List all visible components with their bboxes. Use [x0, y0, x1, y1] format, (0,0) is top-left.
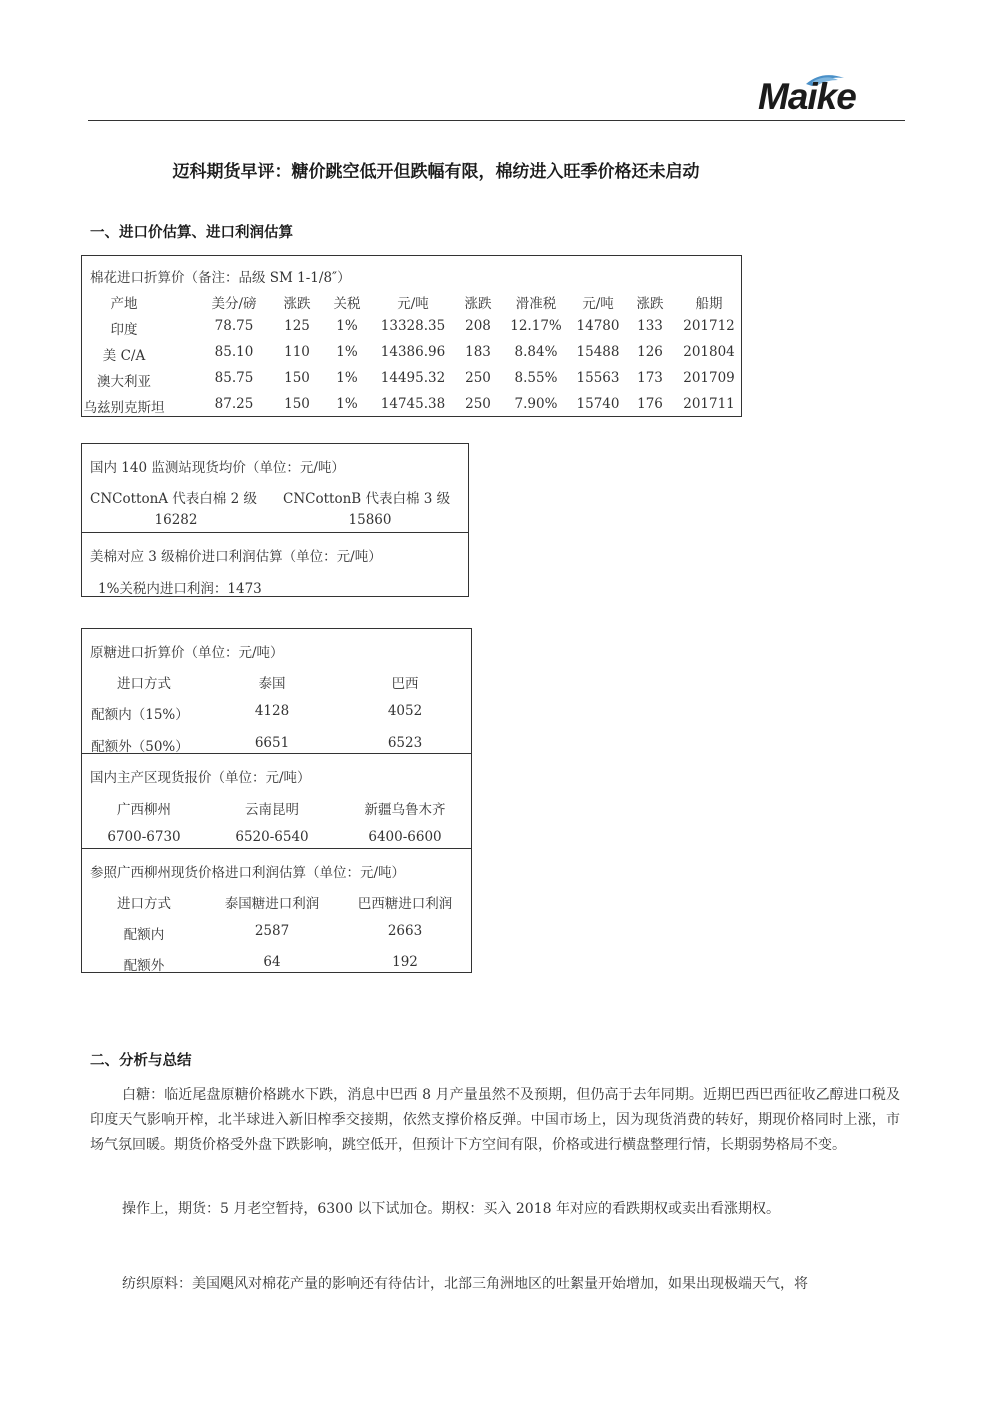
cotton-import-cell: 125 [284, 318, 310, 334]
sugar-import-header: 巴西 [391, 676, 419, 692]
sugar-spot-value: 6700-6730 [107, 829, 181, 845]
cotton-import-header: 涨跌 [636, 296, 664, 312]
cotton-import-cell: 126 [637, 344, 663, 360]
cotton-import-cell: 15488 [576, 344, 620, 360]
cotton-import-header: 船期 [695, 296, 723, 312]
cncotton-a-value: 16282 [154, 512, 198, 528]
cotton-import-cell: 201711 [683, 396, 735, 412]
sugar-import-cell: 6523 [387, 735, 423, 751]
cotton-import-cell: 14745.38 [380, 396, 446, 412]
sugar-import-cell: 配额外（50%） [91, 739, 189, 755]
cotton-import-cell: 150 [284, 370, 310, 386]
cotton-origin-cell: 印度 [110, 322, 138, 338]
sugar-import-header: 进口方式 [117, 676, 171, 692]
cotton-import-header: 美分/磅 [211, 296, 257, 312]
analysis-sugar-paragraph: 白糖：临近尾盘原糖价格跳水下跌，消息中巴西 8 月产量虽然不及预期，但仍高于去年同期。近期巴西巴西征收乙醇进口税及印度天气影响开榨，北半球进入新旧榨季交接期，依然支撑价格反弹。中国市场上，因为现货消费的转好，期现价格同时上涨，市场气氛回暖。期货价格受外盘下跌影响，跳空低开，但预计下方空间有限，价格或进行横盘整理行情，长期弱势格局不变。 [90, 1087, 900, 1153]
sugar-box [81, 628, 472, 973]
cotton-import-cell: 1% [336, 370, 358, 386]
cotton-import-header: 产地 [110, 296, 138, 312]
sugar-profit-cell: 配额外 [123, 958, 165, 974]
cotton-import-cell: 201712 [683, 318, 735, 334]
cotton-import-cell: 1% [336, 318, 358, 334]
cotton-import-cell: 201709 [683, 370, 735, 386]
divider [82, 753, 471, 754]
sugar-spot-header: 新疆乌鲁木齐 [364, 802, 446, 818]
sugar-profit-cell: 192 [392, 954, 418, 970]
sugar-profit-caption: 参照广西柳州现货价格进口利润估算（单位：元/吨） [90, 865, 406, 881]
cotton-import-cell: 15740 [576, 396, 620, 412]
cotton-import-cell: 250 [465, 396, 491, 412]
cotton-import-cell: 150 [284, 396, 310, 412]
cotton-import-cell: 13328.35 [380, 318, 446, 334]
cotton-import-header: 涨跌 [283, 296, 311, 312]
cotton-import-cell: 183 [465, 344, 491, 360]
sugar-profit-header: 泰国糖进口利润 [224, 896, 320, 912]
sugar-profit-cell: 64 [263, 954, 281, 970]
cotton-import-cell: 14780 [576, 318, 620, 334]
cotton-import-header: 关税 [333, 296, 361, 312]
sugar-profit-header: 巴西糖进口利润 [357, 896, 453, 912]
cotton-import-cell: 85.10 [214, 344, 254, 360]
cotton-import-cell: 110 [284, 344, 310, 360]
cotton-import-cell: 8.84% [514, 344, 558, 360]
divider [82, 848, 471, 849]
cotton-import-cell: 1% [336, 396, 358, 412]
cotton-import-header: 滑准税 [515, 296, 557, 312]
logo-text: Maike [758, 76, 856, 117]
cotton-import-cell: 250 [465, 370, 491, 386]
sugar-import-cell: 6651 [254, 735, 290, 751]
cotton-import-cell: 208 [465, 318, 491, 334]
cotton-origin-cell: 美 C/A [102, 348, 146, 364]
sugar-profit-cell: 配额内 [123, 927, 165, 943]
maike-logo [752, 72, 892, 120]
sugar-spot-caption: 国内主产区现货报价（单位：元/吨） [90, 770, 311, 786]
cotton-import-cell: 133 [637, 318, 663, 334]
header-rule [88, 120, 905, 121]
sugar-import-caption: 原糖进口折算价（单位：元/吨） [90, 645, 284, 661]
cotton-import-cell: 8.55% [514, 370, 558, 386]
sugar-import-cell: 4052 [387, 703, 423, 719]
cotton-profit-caption: 美棉对应 3 级棉价进口利润估算（单位：元/吨） [90, 549, 382, 565]
cotton-import-cell: 173 [637, 370, 663, 386]
cncotton-b-value: 15860 [348, 512, 392, 528]
section-1-heading: 一、进口价估算、进口利润估算 [90, 225, 293, 241]
cotton-import-cell: 78.75 [214, 318, 254, 334]
cotton-origin-cell: 乌兹别克斯坦 [83, 400, 165, 416]
cotton-import-cell: 14495.32 [380, 370, 446, 386]
cotton-import-cell: 12.17% [510, 318, 562, 334]
sugar-profit-cell: 2587 [254, 923, 290, 939]
sugar-operation-paragraph: 操作上，期货：5 月老空暂持，6300 以下试加仓。期权：买入 2018 年对应的看跌期权或卖出看涨期权。 [122, 1201, 780, 1217]
cotton-profit-text: 1%关税内进口利润：1473 [98, 581, 262, 597]
divider [82, 532, 468, 533]
section-2-heading: 二、分析与总结 [90, 1053, 192, 1069]
cotton-domestic-caption: 国内 140 监测站现货均价（单位：元/吨） [90, 460, 345, 476]
page-title: 迈科期货早评：糖价跳空低开但跌幅有限，棉纺进入旺季价格还未启动 [172, 162, 700, 182]
cotton-import-cell: 1% [336, 344, 358, 360]
sugar-profit-cell: 2663 [387, 923, 423, 939]
cotton-import-table [81, 255, 742, 417]
cotton-domestic-box [81, 443, 469, 597]
sugar-import-header: 泰国 [258, 676, 286, 692]
cotton-origin-cell: 澳大利亚 [97, 374, 151, 390]
cotton-import-cell: 87.25 [214, 396, 254, 412]
cotton-import-cell: 176 [637, 396, 663, 412]
cotton-import-caption: 棉花进口折算价（备注：品级 SM 1-1/8″） [90, 270, 351, 286]
sugar-profit-header: 进口方式 [117, 896, 171, 912]
sugar-import-cell: 4128 [254, 703, 290, 719]
cotton-import-header: 元/吨 [582, 296, 614, 312]
cotton-import-cell: 85.75 [214, 370, 254, 386]
cotton-import-cell: 7.90% [514, 396, 558, 412]
cotton-import-cell: 15563 [576, 370, 620, 386]
textile-paragraph: 纺织原料：美国飓风对棉花产量的影响还有待估计，北部三角洲地区的吐絮量开始增加，如果出现极端天气，将 [122, 1276, 808, 1292]
cotton-import-cell: 14386.96 [380, 344, 446, 360]
cotton-import-header: 元/吨 [397, 296, 429, 312]
sugar-spot-value: 6520-6540 [235, 829, 309, 845]
cotton-import-header: 涨跌 [464, 296, 492, 312]
sugar-spot-header: 云南昆明 [245, 802, 299, 818]
cncotton-b-label: CNCottonB 代表白棉 3 级 [283, 491, 451, 507]
sugar-spot-value: 6400-6600 [368, 829, 442, 845]
sugar-import-cell: 配额内（15%） [91, 707, 189, 723]
cncotton-a-label: CNCottonA 代表白棉 2 级 [90, 491, 257, 507]
sugar-spot-header: 广西柳州 [117, 802, 171, 818]
cotton-import-cell: 201804 [683, 344, 735, 360]
